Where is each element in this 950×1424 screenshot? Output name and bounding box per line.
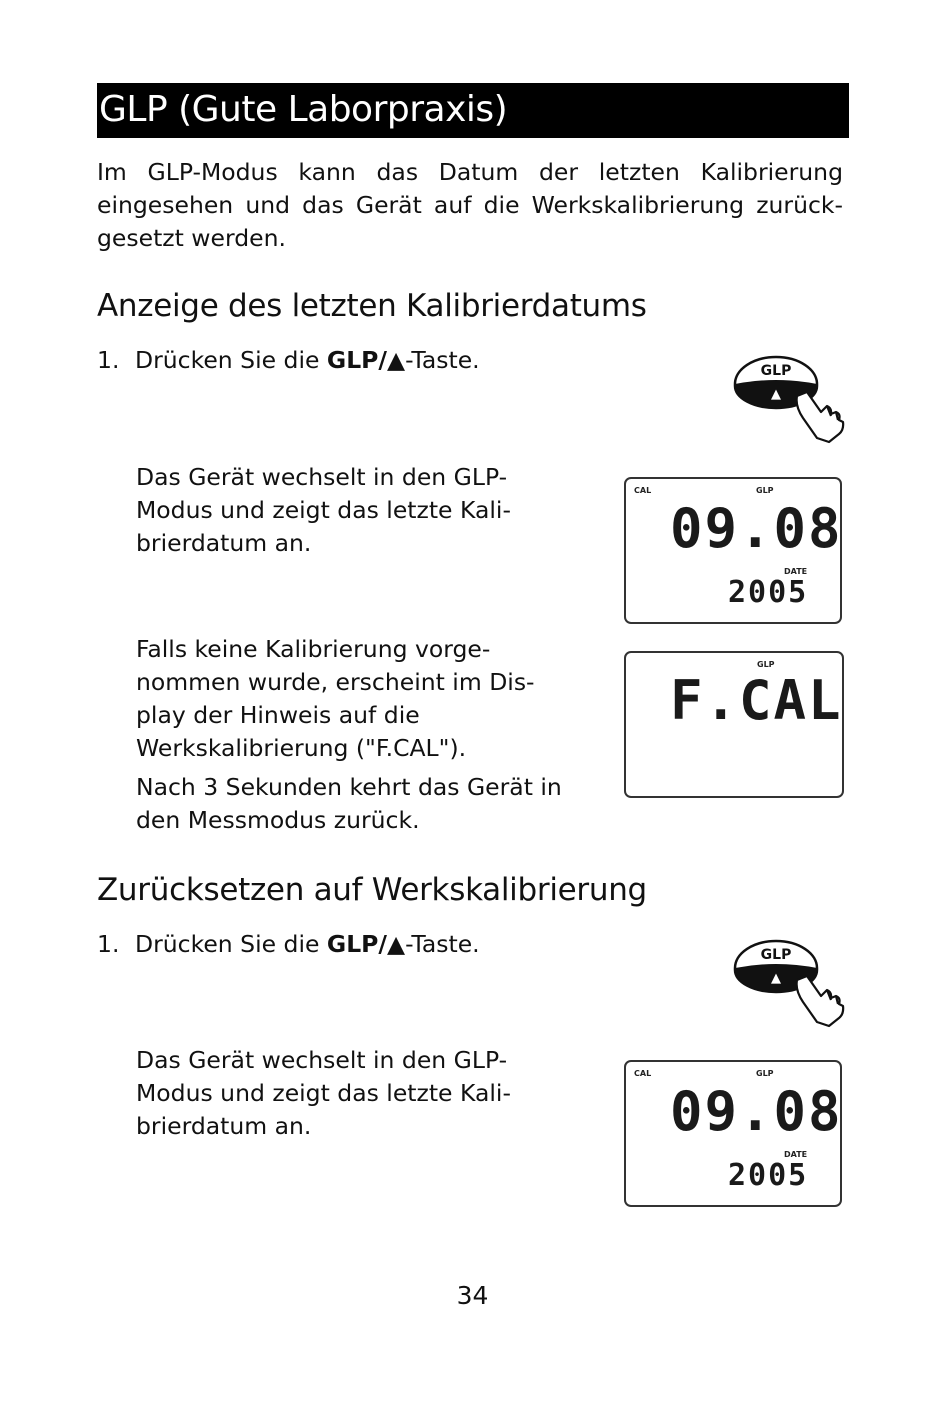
step-text: Drücken Sie die xyxy=(135,346,327,374)
step-number: 1. xyxy=(97,930,120,958)
lcd-cal-indicator: CAL xyxy=(634,486,652,495)
section-heading-factory-reset: Zurücksetzen auf Werkskalibrierung xyxy=(97,872,647,908)
step-1-press-glp xyxy=(97,344,480,377)
lcd-main-value: F.CAL xyxy=(670,669,843,732)
lcd-year-value: 2005 xyxy=(728,575,809,610)
lcd-glp-indicator: GLP xyxy=(756,1069,774,1078)
step-text: Drücken Sie die xyxy=(135,930,327,958)
lcd-cal-indicator: CAL xyxy=(634,1069,652,1078)
glp-button-illustration xyxy=(733,354,845,450)
step-text-suffix: -Taste. xyxy=(405,930,480,958)
section2-paragraph-glp-mode: Das Gerät wechselt in den GLP-Modus und zeigt das letzte Kali-brierdatum an. xyxy=(136,1046,511,1140)
step-key: GLP/▲ xyxy=(326,346,406,374)
glp-button-arrow: ▲ xyxy=(771,971,781,986)
glp-button-arrow: ▲ xyxy=(771,387,781,402)
lcd-display-calibration-date xyxy=(624,477,842,624)
lcd-year-value: 2005 xyxy=(728,1158,809,1193)
pointing-hand-icon xyxy=(797,976,844,1026)
lcd-display-calibration-date xyxy=(624,1060,842,1207)
pointing-hand-icon xyxy=(797,392,844,442)
lcd-main-value: 09.08 xyxy=(670,1080,843,1143)
step-key: GLP/▲ xyxy=(326,930,406,958)
glp-button-illustration xyxy=(733,938,845,1034)
lcd-glp-indicator: GLP xyxy=(757,660,775,669)
intro-paragraph: Im GLP-Modus kann das Datum der letzten Kalibrierung eingesehen und das Gerät auf die Werkskalibrierung zurück-gesetzt werden. xyxy=(97,158,843,252)
section-heading-last-calibration: Anzeige des letzten Kalibrierdatums xyxy=(97,288,647,324)
step-1-press-glp-reset xyxy=(97,928,480,961)
page-title: GLP (Gute Laborpraxis) xyxy=(99,89,508,130)
glp-button-label: GLP xyxy=(760,947,792,963)
section1-paragraph-no-calibration: Falls keine Kalibrierung vorge-nommen wurde, erscheint im Dis-play der Hinweis auf die Werkskalibrierung ("F.CAL"). xyxy=(136,635,535,762)
step-text-suffix: -Taste. xyxy=(405,346,480,374)
page-title-bar xyxy=(97,83,849,138)
lcd-date-indicator: DATE xyxy=(784,567,808,576)
section1-paragraph-return: Nach 3 Sekunden kehrt das Gerät in den Messmodus zurück. xyxy=(136,773,562,834)
lcd-date-indicator: DATE xyxy=(784,1150,808,1159)
lcd-glp-indicator: GLP xyxy=(756,486,774,495)
lcd-main-value: 09.08 xyxy=(670,497,843,560)
step-number: 1. xyxy=(97,346,120,374)
glp-button-label: GLP xyxy=(760,363,792,379)
page-number: 34 xyxy=(456,1281,489,1310)
lcd-display-factory-calibration xyxy=(624,651,844,798)
section1-paragraph-glp-mode: Das Gerät wechselt in den GLP-Modus und zeigt das letzte Kali-brierdatum an. xyxy=(136,463,511,557)
